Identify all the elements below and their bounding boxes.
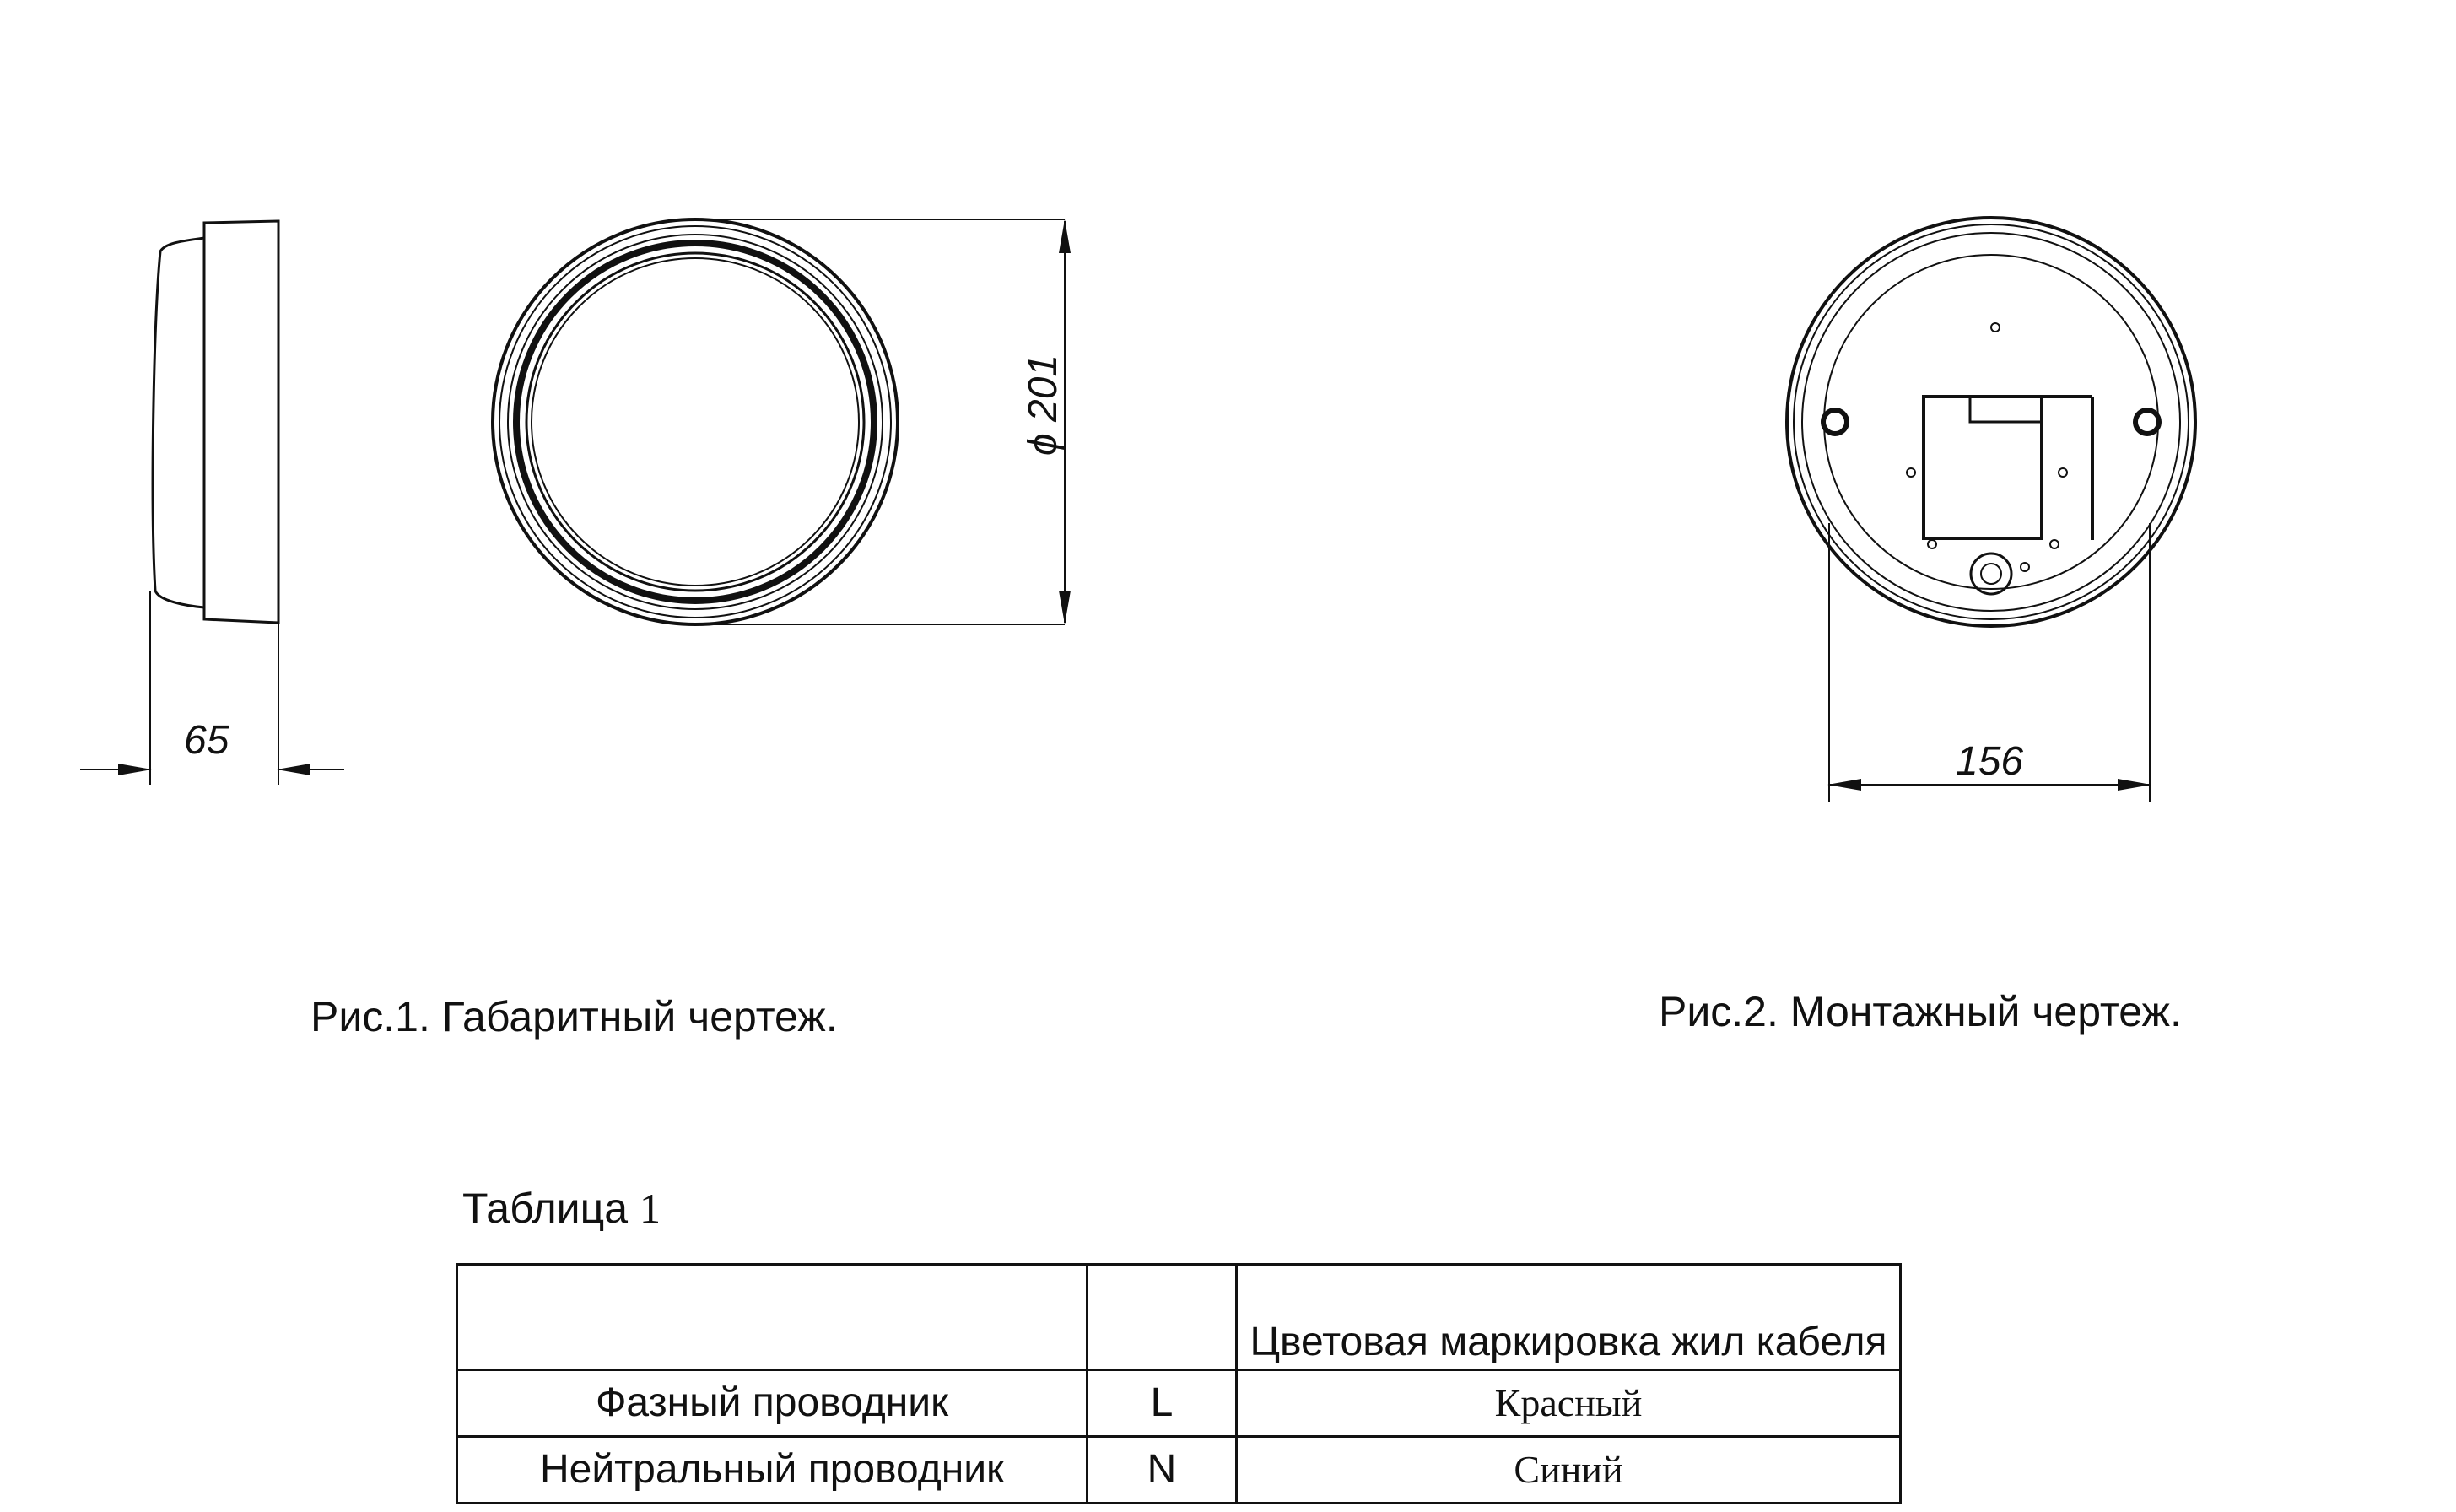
fig1-diameter-dimension: ϕ 201 (1021, 354, 1066, 456)
fig2-caption: Рис.2. Монтажный чертеж. (1659, 988, 2182, 1035)
header-cell (1088, 1265, 1237, 1370)
conductor-name: Фазный проводник (457, 1370, 1088, 1437)
table-title (462, 1184, 661, 1233)
fig1-depth-dimension: 65 (184, 718, 229, 763)
conductor-color: Красный (1237, 1370, 1901, 1437)
fig1-front-view (493, 219, 1065, 624)
conductor-color: Синий (1237, 1437, 1901, 1504)
cable-color-table (456, 1263, 1902, 1504)
fig1-caption: Рис.1. Габаритный чертеж. (310, 993, 838, 1040)
table-row (457, 1437, 1901, 1504)
conductor-code: N (1088, 1437, 1237, 1504)
header-cell-color-marking: Цветовая маркировка жил кабеля (1237, 1265, 1901, 1370)
fig1-side-view (80, 221, 344, 785)
header-cell (457, 1265, 1088, 1370)
table-title-number: 1 (639, 1185, 661, 1232)
conductor-code: L (1088, 1370, 1237, 1437)
table-title-label: Таблица (462, 1185, 629, 1232)
table-row (457, 1370, 1901, 1437)
fig2-mount-dimension: 156 (1956, 739, 2024, 784)
conductor-name: Нейтральный проводник (457, 1437, 1088, 1504)
table-header-row (457, 1265, 1901, 1370)
fig2-mounting-view (1787, 218, 2195, 802)
